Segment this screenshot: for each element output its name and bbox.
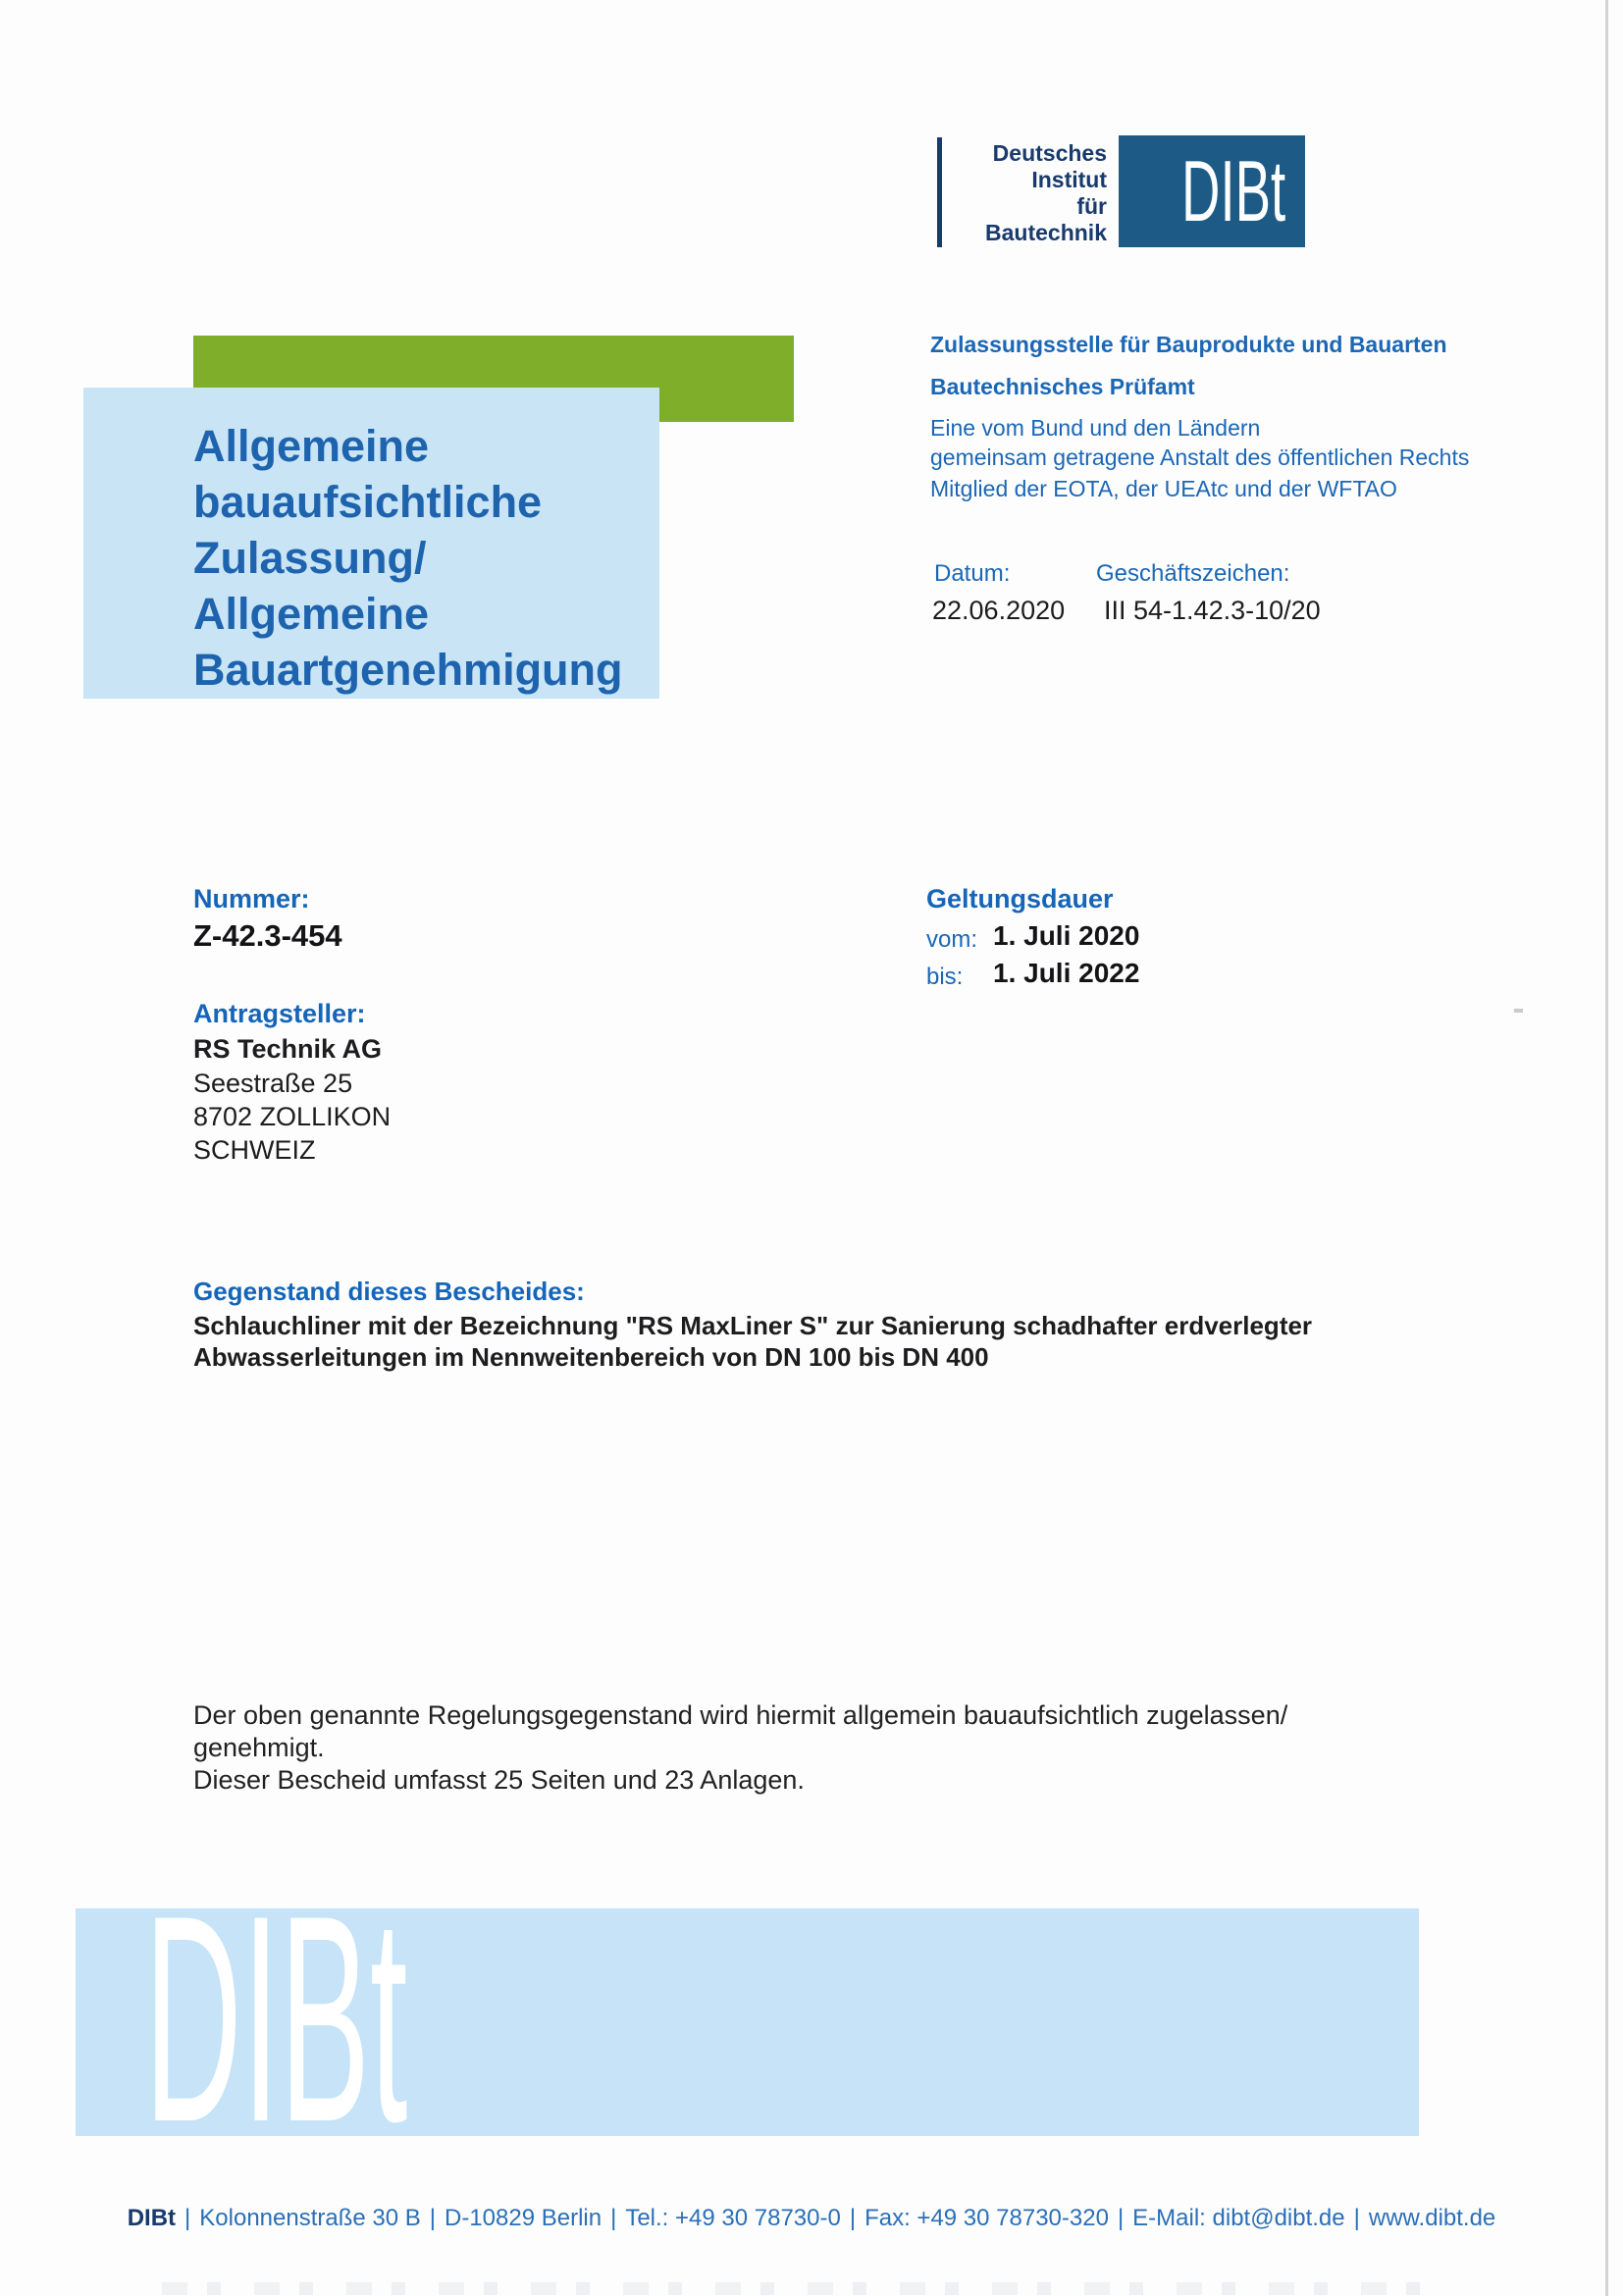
page-title-line: Bauartgenehmigung [193, 645, 623, 695]
footer-contact-line [0, 2205, 1623, 2232]
logo-org-line: Bautechnik [985, 220, 1107, 245]
logo-org-name [940, 140, 1107, 246]
footer-email: E-Mail: dibt@dibt.de [1132, 2205, 1345, 2231]
applicant-city: 8702 ZOLLIKON [193, 1102, 392, 1131]
dibt-logo-mark: DIBt [1180, 142, 1285, 239]
file-ref-label: Geschäftszeichen: [1096, 560, 1290, 587]
applicant-street: Seestraße 25 [193, 1069, 353, 1098]
authority-line: Eine vom Bund und den Ländern [930, 415, 1261, 441]
footer-phone: Tel.: +49 30 78730-0 [625, 2205, 841, 2231]
page-title-line: Zulassung/ [193, 533, 427, 583]
scan-artifact-cutoff-text [162, 2282, 1447, 2295]
authority-line: Bautechnisches Prüfamt [930, 374, 1195, 399]
footer-separator: | [610, 2205, 617, 2231]
subject-line: Abwasserleitungen im Nennweitenbereich von DN 100 bis DN 400 [193, 1342, 989, 1372]
footer-address-city: D-10829 Berlin [445, 2205, 602, 2231]
page-title-line: Allgemeine [193, 421, 430, 471]
authority-line: Zulassungsstelle für Bauprodukte und Bauarten [930, 332, 1447, 357]
decision-line: Dieser Bescheid umfasst 25 Seiten und 23 Anlagen. [193, 1765, 805, 1795]
number-value: Z-42.3-454 [193, 918, 342, 953]
subject-line: Schlauchliner mit der Bezeichnung "RS MaxLiner S" zur Sanierung schadhafter erdverlegter [193, 1311, 1313, 1340]
applicant-name: RS Technik AG [193, 1034, 383, 1064]
footer-separator: | [1117, 2205, 1125, 2231]
footer-website: www.dibt.de [1368, 2205, 1496, 2231]
watermark-text: DIBt [144, 1853, 408, 2183]
footer-separator: | [1353, 2205, 1360, 2231]
decision-line: genehmigt. [193, 1733, 325, 1762]
applicant-country: SCHWEIZ [193, 1135, 316, 1165]
page-title-line: bauaufsichtliche [193, 477, 543, 527]
authority-line: Mitglied der EOTA, der UEAtc und der WFTAO [930, 476, 1397, 501]
logo-org-line: für [1076, 193, 1107, 219]
footer-separator: | [849, 2205, 857, 2231]
applicant-label: Antragsteller: [193, 999, 366, 1028]
footer-address-street: Kolonnenstraße 30 B [199, 2205, 421, 2231]
validity-from-value: 1. Juli 2020 [993, 920, 1140, 951]
watermark-panel [76, 1853, 1419, 2183]
decision-line: Der oben genannte Regelungsgegenstand wird hiermit allgemein bauaufsichtlich zugelassen/ [193, 1700, 1288, 1730]
footer-fax: Fax: +49 30 78730-320 [864, 2205, 1109, 2231]
page-title-line: Allgemeine [193, 589, 430, 639]
date-value: 22.06.2020 [932, 596, 1066, 625]
subject-label: Gegenstand dieses Bescheides: [193, 1277, 585, 1306]
validity-label: Geltungsdauer [926, 884, 1114, 913]
validity-to-label: bis: [926, 964, 964, 990]
scan-artifact-vertical-line [1605, 0, 1608, 2296]
logo-org-line: Institut [1031, 167, 1107, 192]
scan-artifact-dash [1514, 1009, 1523, 1013]
number-label: Nummer: [193, 884, 310, 913]
footer-org-name: DIBt [127, 2205, 177, 2231]
file-ref-value: III 54-1.42.3-10/20 [1104, 596, 1321, 625]
authority-line: gemeinsam getragene Anstalt des öffentlichen Rechts [930, 444, 1470, 470]
dibt-logo [1119, 135, 1305, 247]
date-label: Datum: [934, 560, 1011, 587]
page-title [193, 418, 654, 698]
validity-from-label: vom: [926, 926, 978, 953]
footer-separator: | [184, 2205, 191, 2231]
footer-separator: | [429, 2205, 436, 2231]
logo-org-line: Deutsches [992, 140, 1107, 166]
validity-to-value: 1. Juli 2022 [993, 958, 1140, 988]
